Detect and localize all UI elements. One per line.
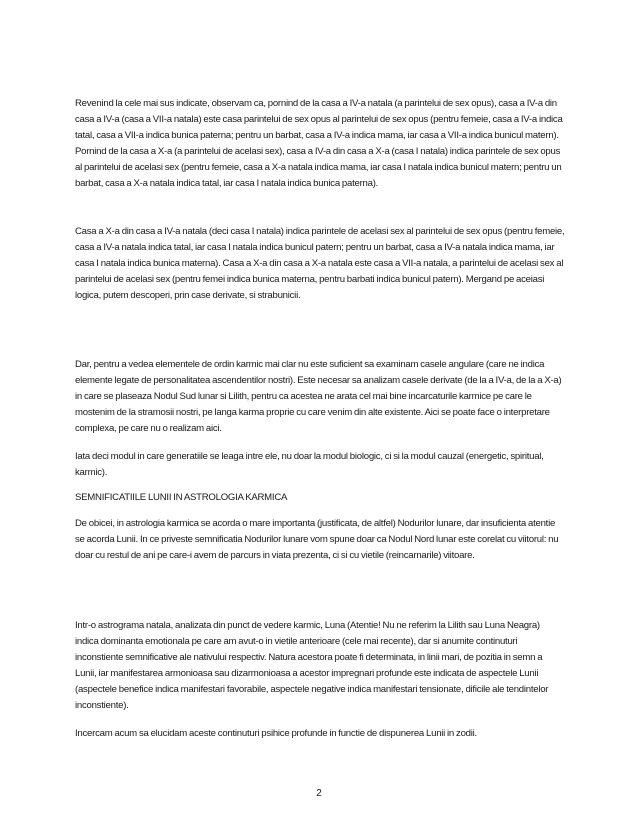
paragraph-lunar-nodes: De obicei, in astrologia karmica se acorda o mare importanta (justificata, de altfel) Nodurilor lunare, dar insuficienta atentie se acorda Lunii. In ce priveste semnificatia Nodurilor lunare vom spune doar ca Nodul Nord lunar este corelat cu viitorul: nu doar cu restul de ani pe care-i avem de parcurs in viata prezenta, ci si cu vietile (reincarnarile) viitoare.	[75, 518, 559, 562]
page-number: 2	[316, 788, 322, 799]
paragraph-houses-same-sex: Casa a X-a din casa a IV-a natala (deci casa I natala) indica parintele de acelasi sex al parintelui de sex opus (pentru femeie, casa a IV-a natala indica tatal, iar casa I natala indica bunicul patern; pentru un barbat, casa a IV-a natala indica mama, iar casa I natala indica bunica materna). Casa a X-a din casa a X-a natala este casa a VII-a natala, a parintelui de acelasi sex al parintelui de acelasi sex (pentru femei indica bunica materna, pentru barbati indica bunicul patern). Mergand pe aceiasi logica, putem descoperi, prin case derivate, si strabunicii.	[75, 226, 565, 302]
paragraph-houses-opposite-sex: Revenind la cele mai sus indicate, observam ca, pornind de la casa a IV-a natala (a parintelui de sex opus), casa a IV-a din casa a IV-a (casa a VII-a natala) este casa parintelui de sex opus al parintelui de sex opus (pentru femeie, casa a IV-a indica tatal, casa a VII-a indica bunica paterna; pentru un barbat, casa a IV-a indica mama, iar casa a VII-a indica bunicul matern). Pornind de la casa a X-a (a parintelui de acelasi sex), casa a IV-a din casa a X-a (casa I natala) indica parintele de sex opus al parintelui de acelasi sex (pentru femeie, casa a X-a natala indica mama, iar casa I natala indica bunicul matern; pentru un barbat, casa a X-a natala indica tatal, iar casa I natala indica bunica paterna).	[75, 98, 563, 190]
paragraph-generations: Iata deci modul in care generatiile se leaga intre ele, nu doar la modul biologic, ci si la modul cauzal (energetic, spiritual, karmic).	[75, 451, 544, 479]
section-heading: SEMNIFICATIILE LUNII IN ASTROLOGIA KARMICA	[75, 492, 288, 503]
paragraph-moon-signs-intro: Incercam acum sa elucidam aceste continuturi psihice profunde in functie de dispunerea Lunii in zodii.	[75, 728, 477, 739]
paragraph-moon-meaning: Intr-o astrograma natala, analizata din punct de vedere karmic, Luna (Atentie! Nu ne referim la Lilith sau Luna Neagra) indica dominanta emotionala pe care am avut-o in vietile anterioare (cele mai recente), dar si anumite continuturi inconstiente semnificative ale nativului respectiv. Natura acestora poate fi determinata, in linii mari, de pozitia in semn a Lunii, iar manifestarea armonioasa sau dizarmonioasa a acestor impregnari profunde este indicata de aspectele Lunii (aspectele benefice indica manifestari favorabile, aspectele negative indica manifestari tensionate, dificile ale tendintelor inconstiente).	[75, 620, 549, 712]
paragraph-karmic-elements: Dar, pentru a vedea elementele de ordin karmic mai clar nu este suficient sa examinam casele angulare (care ne indica elemente legate de personalitatea ascendentilor nostri). Este necesar sa analizam casele derivate (de la a IV-a, de la a X-a) in care se plaseaza Nodul Sud lunar si Lilith, pentru ca acestea ne arata cel mai bine incarcaturile karmice pe care le mostenim de la stramosii nostri, pe langa karma proprie cu care venim din alte existente. Aici se poate face o interpretare complexa, pe care nu o realizam aici.	[75, 359, 562, 435]
